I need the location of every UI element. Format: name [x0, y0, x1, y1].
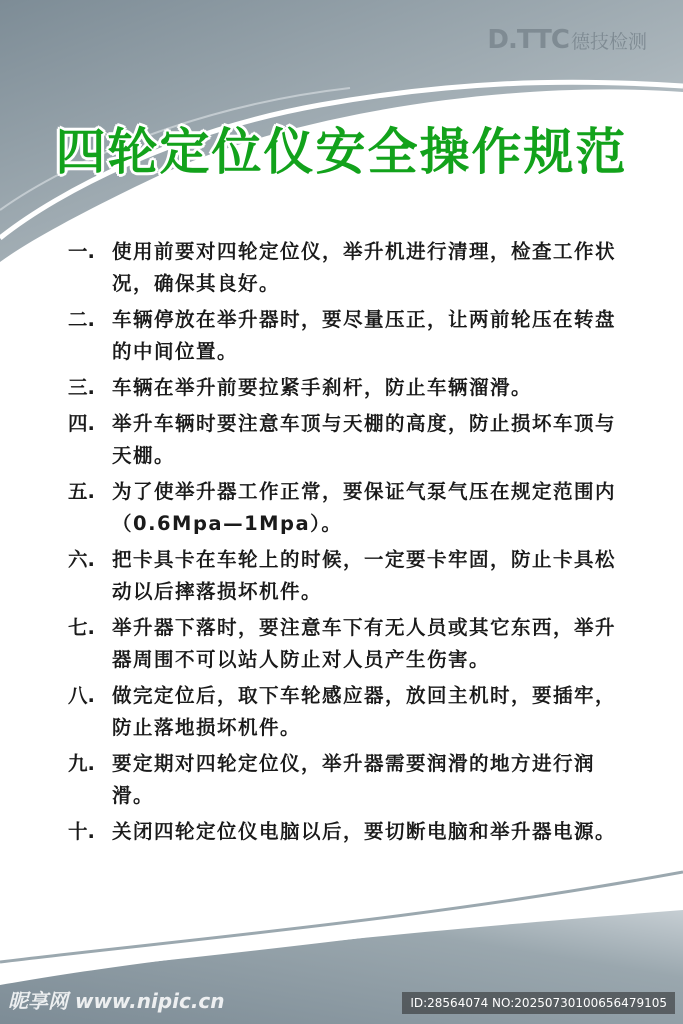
rule-item	[68, 372, 618, 404]
rule-number: 九.	[68, 752, 95, 775]
rule-text: 使用前要对四轮定位仪，举升机进行清理，检查工作状况，确保其良好。	[112, 240, 617, 295]
rule-number: 十.	[68, 820, 95, 843]
watermark: 昵享网 www.nipic.cn	[8, 989, 225, 1013]
rule-text: 车辆停放在举升器时，要尽量压正，让两前轮压在转盘的中间位置。	[112, 308, 617, 363]
logo-text: 德技检测	[570, 30, 647, 53]
safety-rules-list	[68, 236, 618, 852]
company-logo	[487, 26, 647, 54]
rule-item	[68, 304, 618, 368]
logo-mark: D.TTC	[487, 25, 569, 55]
rule-text: 把卡具卡在车轮上的时候，一定要卡牢固，防止卡具松动以后摔落损坏机件。	[112, 548, 617, 603]
rule-number: 三.	[68, 376, 95, 399]
rule-number: 八.	[68, 684, 95, 707]
rule-item	[68, 476, 618, 540]
rule-item	[68, 680, 618, 744]
rule-text: 关闭四轮定位仪电脑以后，要切断电脑和举升器电源。	[112, 820, 617, 843]
rule-item	[68, 612, 618, 676]
rule-text: 举升器下落时，要注意车下有无人员或其它东西，举升器周围不可以站人防止对人员产生伤害。	[112, 616, 617, 671]
rule-item	[68, 408, 618, 472]
rule-number: 五.	[68, 480, 95, 503]
rule-item	[68, 236, 618, 300]
rule-item	[68, 748, 618, 812]
image-id-badge: ID:28564074 NO:20250730100656479105	[402, 992, 675, 1014]
rule-number: 六.	[68, 548, 95, 571]
rule-text: 举升车辆时要注意车顶与天棚的高度，防止损坏车顶与天棚。	[112, 412, 617, 467]
rule-number: 一.	[68, 240, 95, 263]
rule-item	[68, 544, 618, 608]
rule-text: 车辆在举升前要拉紧手刹杆，防止车辆溜滑。	[112, 376, 533, 399]
rule-text: 做完定位后，取下车轮感应器，放回主机时，要插牢，防止落地损坏机件。	[112, 684, 617, 739]
rule-number: 四.	[68, 412, 95, 435]
rule-number: 二.	[68, 308, 95, 331]
rule-number: 七.	[68, 616, 95, 639]
page-title: 四轮定位仪安全操作规范	[55, 123, 628, 181]
rule-text: 要定期对四轮定位仪，举升器需要润滑的地方进行润滑。	[112, 752, 596, 807]
rule-item	[68, 816, 618, 848]
rule-text: 为了使举升器工作正常，要保证气泵气压在规定范围内（0.6Mpa—1Mpa）。	[112, 480, 617, 535]
